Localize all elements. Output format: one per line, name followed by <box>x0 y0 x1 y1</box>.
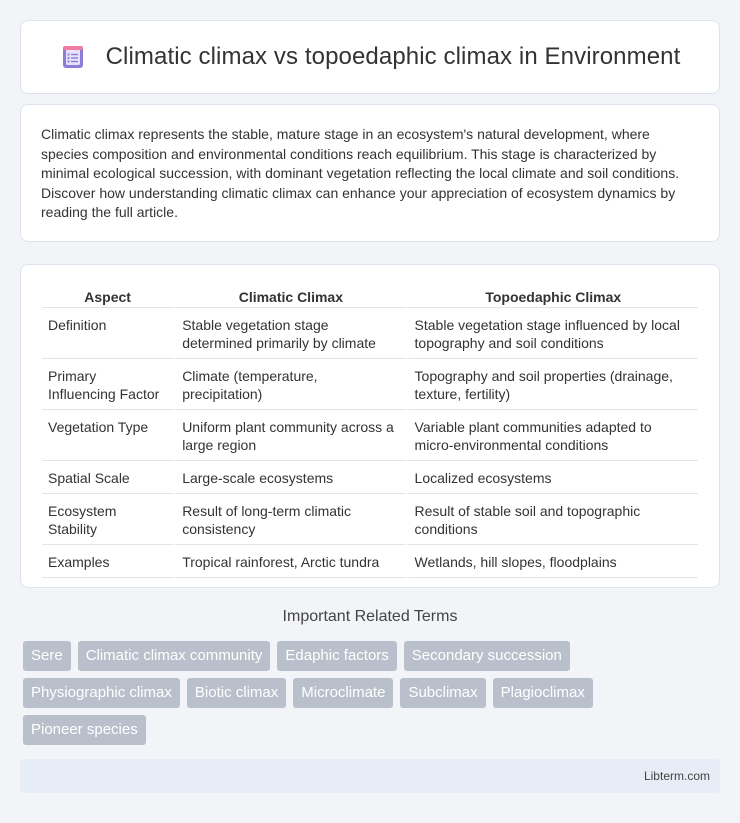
row-topoedaphic: Localized ecosystems <box>406 461 698 494</box>
row-topoedaphic: Result of stable soil and topographic conditions <box>406 494 698 545</box>
row-topoedaphic: Topography and soil properties (drainage, texture, fertility) <box>406 359 698 410</box>
related-terms-heading: Important Related Terms <box>282 608 458 625</box>
row-aspect: Primary Influencing Factor <box>42 359 173 410</box>
tag-secondary-succession[interactable]: Secondary succession <box>404 641 570 671</box>
comparison-card <box>20 264 720 588</box>
table-row <box>42 461 698 494</box>
title-card <box>20 20 720 94</box>
row-climatic: Climate (temperature, precipitation) <box>173 359 405 410</box>
row-climatic: Stable vegetation stage determined primarily by climate <box>173 308 405 359</box>
row-aspect: Ecosystem Stability <box>42 494 173 545</box>
intro-card <box>20 104 720 242</box>
row-topoedaphic: Variable plant communities adapted to micro-environmental conditions <box>406 410 698 461</box>
header-topoedaphic-climax: Topoedaphic Climax <box>406 287 698 308</box>
row-topoedaphic: Stable vegetation stage influenced by local topography and soil conditions <box>406 308 698 359</box>
row-topoedaphic: Wetlands, hill slopes, floodplains <box>406 545 698 578</box>
table-row <box>42 410 698 461</box>
comparison-table <box>42 287 698 578</box>
tag-sere[interactable]: Sere <box>23 641 71 671</box>
header-aspect: Aspect <box>42 287 173 308</box>
row-aspect: Vegetation Type <box>42 410 173 461</box>
tag-physiographic-climax[interactable]: Physiographic climax <box>23 678 180 708</box>
table-row <box>42 359 698 410</box>
document-list-icon <box>60 44 86 70</box>
table-header-row <box>42 287 698 308</box>
table-row <box>42 308 698 359</box>
tag-subclimax[interactable]: Subclimax <box>400 678 485 708</box>
row-aspect: Definition <box>42 308 173 359</box>
row-climatic: Tropical rainforest, Arctic tundra <box>173 545 405 578</box>
row-climatic: Result of long-term climatic consistency <box>173 494 405 545</box>
tag-climatic-climax-community[interactable]: Climatic climax community <box>78 641 271 671</box>
related-terms-tags <box>23 641 723 752</box>
page-title: Climatic climax vs topoedaphic climax in Environment <box>105 43 681 70</box>
footer-site-link[interactable]: Libterm.com <box>643 769 710 783</box>
row-climatic: Uniform plant community across a large region <box>173 410 405 461</box>
header-climatic-climax: Climatic Climax <box>173 287 405 308</box>
footer <box>20 759 720 793</box>
tag-plagioclimax[interactable]: Plagioclimax <box>493 678 593 708</box>
tag-edaphic-factors[interactable]: Edaphic factors <box>277 641 396 671</box>
tag-pioneer-species[interactable]: Pioneer species <box>23 715 146 745</box>
intro-text: Climatic climax represents the stable, mature stage in an ecosystem's natural development, where species composition and environmental conditions reach equilibrium. This stage is characterized by minimal ecological succession, with dominant vegetation reflecting the local climate and soil conditions. Discover how understanding climatic climax can enhance your appreciation of ecosystem dynamics by reading the full article. <box>41 126 680 220</box>
table-row <box>42 494 698 545</box>
tag-biotic-climax[interactable]: Biotic climax <box>187 678 286 708</box>
tag-microclimate[interactable]: Microclimate <box>293 678 393 708</box>
table-row <box>42 545 698 578</box>
row-aspect: Spatial Scale <box>42 461 173 494</box>
row-aspect: Examples <box>42 545 173 578</box>
row-climatic: Large-scale ecosystems <box>173 461 405 494</box>
